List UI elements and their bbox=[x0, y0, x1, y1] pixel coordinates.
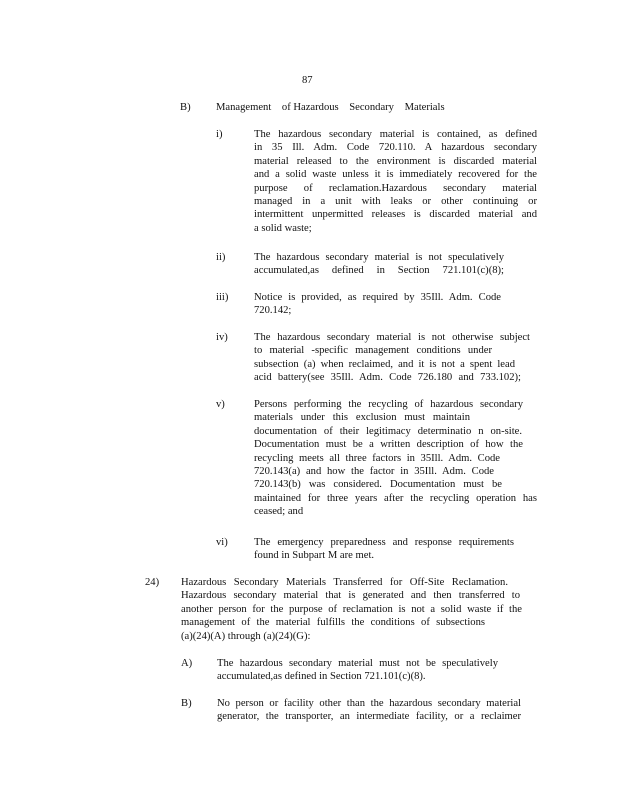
text-line: ceased; and bbox=[254, 506, 304, 518]
text-line: Hazardous Secondary Materials Transferred for Off-Site Reclamation. bbox=[181, 577, 508, 588]
item-b-text bbox=[217, 697, 521, 724]
section-24-text bbox=[181, 576, 522, 643]
text-line: maintained for three years after the recycling operation has bbox=[254, 492, 537, 504]
item-iv-text bbox=[254, 331, 530, 385]
text-line: The hazardous secondary material is not otherwise subject bbox=[254, 332, 530, 343]
text-line: purpose of reclamation.Hazardous secondary material bbox=[254, 182, 537, 194]
item-iii-marker: iii) bbox=[216, 292, 229, 303]
text-line: The hazardous secondary material is contained, as defined bbox=[254, 129, 537, 140]
text-line: a solid waste; bbox=[254, 222, 312, 234]
text-line: to material -specific management conditions under bbox=[254, 345, 492, 357]
text-line: 720.143(b) was considered. Documentation must be bbox=[254, 479, 502, 491]
text-line: Notice is provided, as required by 35Ill. Adm. Code bbox=[254, 292, 501, 303]
text-line: managed in a unit with leaks or other continuing or bbox=[254, 196, 537, 208]
text-line: The emergency preparedness and response requirements bbox=[254, 537, 514, 548]
text-line: material released to the environment is discarded material bbox=[254, 155, 537, 167]
text-line: No person or facility other than the hazardous secondary material bbox=[217, 698, 521, 709]
text-line: recycling meets all three factors in 35Ill. Adm. Code bbox=[254, 452, 500, 464]
text-line: Documentation must be a written description of how the bbox=[254, 439, 523, 451]
section-b-marker: B) bbox=[180, 102, 191, 113]
item-ii-text bbox=[254, 251, 504, 278]
item-a-text bbox=[217, 657, 498, 684]
text-line: management of the material fulfills the conditions of subsections bbox=[181, 617, 485, 629]
text-line: accumulated,as defined in Section 721.101(c)(8). bbox=[217, 671, 426, 683]
item-vi-text bbox=[254, 536, 514, 563]
text-line: materials under this exclusion must maintain bbox=[254, 412, 470, 424]
text-line: The hazardous secondary material must not be speculatively bbox=[217, 658, 498, 669]
item-v-text bbox=[254, 398, 537, 519]
item-vi-marker: vi) bbox=[216, 537, 228, 548]
page-number: 87 bbox=[302, 75, 313, 86]
text-line: and a solid waste unless it is immediately recovered for the bbox=[254, 169, 537, 181]
text-line: documentation of their legitimacy determinatio n on-site. bbox=[254, 425, 522, 437]
item-ii-marker: ii) bbox=[216, 252, 226, 263]
text-line: The hazardous secondary material is not speculatively bbox=[254, 252, 504, 263]
text-line: subsection (a) when reclaimed, and it is not a spent lead bbox=[254, 358, 515, 370]
item-i-marker: i) bbox=[216, 129, 223, 140]
item-v-marker: v) bbox=[216, 399, 225, 410]
text-line: another person for the purpose of reclamation is not a solid waste if the bbox=[181, 603, 522, 615]
text-line: found in Subpart M are met. bbox=[254, 550, 375, 562]
section-24-marker: 24) bbox=[145, 577, 160, 588]
text-line: acid battery(see 35Ill. Adm. Code 726.180 and 733.102); bbox=[254, 372, 521, 384]
text-line: generator, the transporter, an intermediate facility, or a reclaimer bbox=[217, 711, 521, 723]
item-iii-text bbox=[254, 291, 501, 318]
item-b-marker: B) bbox=[181, 698, 192, 709]
text-line: 720.143(a) and how the factor in 35Ill. Adm. Code bbox=[254, 466, 494, 478]
text-line: 720.142; bbox=[254, 305, 292, 317]
section-b-heading: Management of Hazardous Secondary Materials bbox=[216, 102, 445, 113]
text-line: Hazardous secondary material that is generated and then transferred to bbox=[181, 590, 520, 602]
text-line: accumulated,as defined in Section 721.101(c)(8); bbox=[254, 265, 504, 277]
item-a-marker: A) bbox=[181, 658, 193, 669]
text-line: intermittent unpermitted releases is discarded material and bbox=[254, 209, 537, 221]
text-line: (a)(24)(A) through (a)(24)(G): bbox=[181, 630, 311, 642]
item-iv-marker: iv) bbox=[216, 332, 228, 343]
text-line: in 35 Ill. Adm. Code 720.110. A hazardous secondary bbox=[254, 142, 537, 154]
item-i-text bbox=[254, 128, 537, 235]
text-line: Persons performing the recycling of hazardous secondary bbox=[254, 399, 523, 410]
